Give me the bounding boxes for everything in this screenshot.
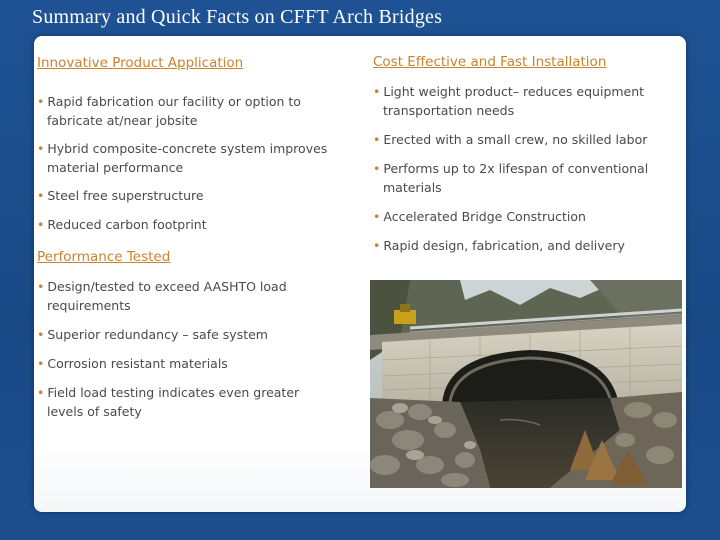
- list-item: • Corrosion resistant materials: [37, 356, 228, 371]
- bullet-icon: •: [37, 188, 45, 203]
- bullet-icon: •: [37, 279, 45, 294]
- slide-title: Summary and Quick Facts on CFFT Arch Bridges: [32, 6, 443, 28]
- bullet-icon: •: [37, 327, 45, 342]
- heading-cost-effective: Cost Effective and Fast Installation: [373, 54, 607, 70]
- bullet-icon: •: [373, 238, 381, 253]
- bullet-icon: •: [37, 94, 45, 109]
- performance-tested-list: [37, 277, 337, 421]
- bullet-icon: •: [37, 385, 45, 400]
- bullet-icon: •: [37, 217, 45, 232]
- list-item: • Field load testing indicates even greater levels of safety: [37, 385, 300, 419]
- bullet-icon: •: [37, 356, 45, 371]
- arch-bridge-photo: [370, 280, 682, 488]
- list-item: • Superior redundancy – safe system: [37, 327, 268, 342]
- list-item: • Erected with a small crew, no skilled labor: [373, 132, 648, 147]
- list-item: • Performs up to 2x lifespan of conventional materials: [373, 161, 649, 195]
- list-item: • Steel free superstructure: [37, 188, 204, 203]
- cost-effective-list: [373, 82, 673, 255]
- heading-performance-tested: Performance Tested: [37, 249, 171, 265]
- bullet-icon: •: [373, 161, 381, 176]
- content-panel: [34, 36, 686, 512]
- list-item: • Reduced carbon footprint: [37, 217, 207, 232]
- list-item: • Hybrid composite-concrete system improves material performance: [37, 141, 328, 175]
- heading-innovative-product: Innovative Product Application: [37, 55, 244, 71]
- list-item: • Design/tested to exceed AASHTO load requirements: [37, 279, 287, 313]
- bullet-icon: •: [373, 84, 381, 99]
- list-item: • Light weight product– reduces equipment transportation needs: [373, 84, 645, 118]
- list-item: • Rapid design, fabrication, and delivery: [373, 238, 625, 253]
- bullet-icon: •: [37, 141, 45, 156]
- list-item: • Accelerated Bridge Construction: [373, 209, 586, 224]
- bullet-icon: •: [373, 132, 381, 147]
- bullet-icon: •: [373, 209, 381, 224]
- innovative-product-list: [37, 92, 337, 234]
- list-item: • Rapid fabrication our facility or option to fabricate at/near jobsite: [37, 94, 301, 128]
